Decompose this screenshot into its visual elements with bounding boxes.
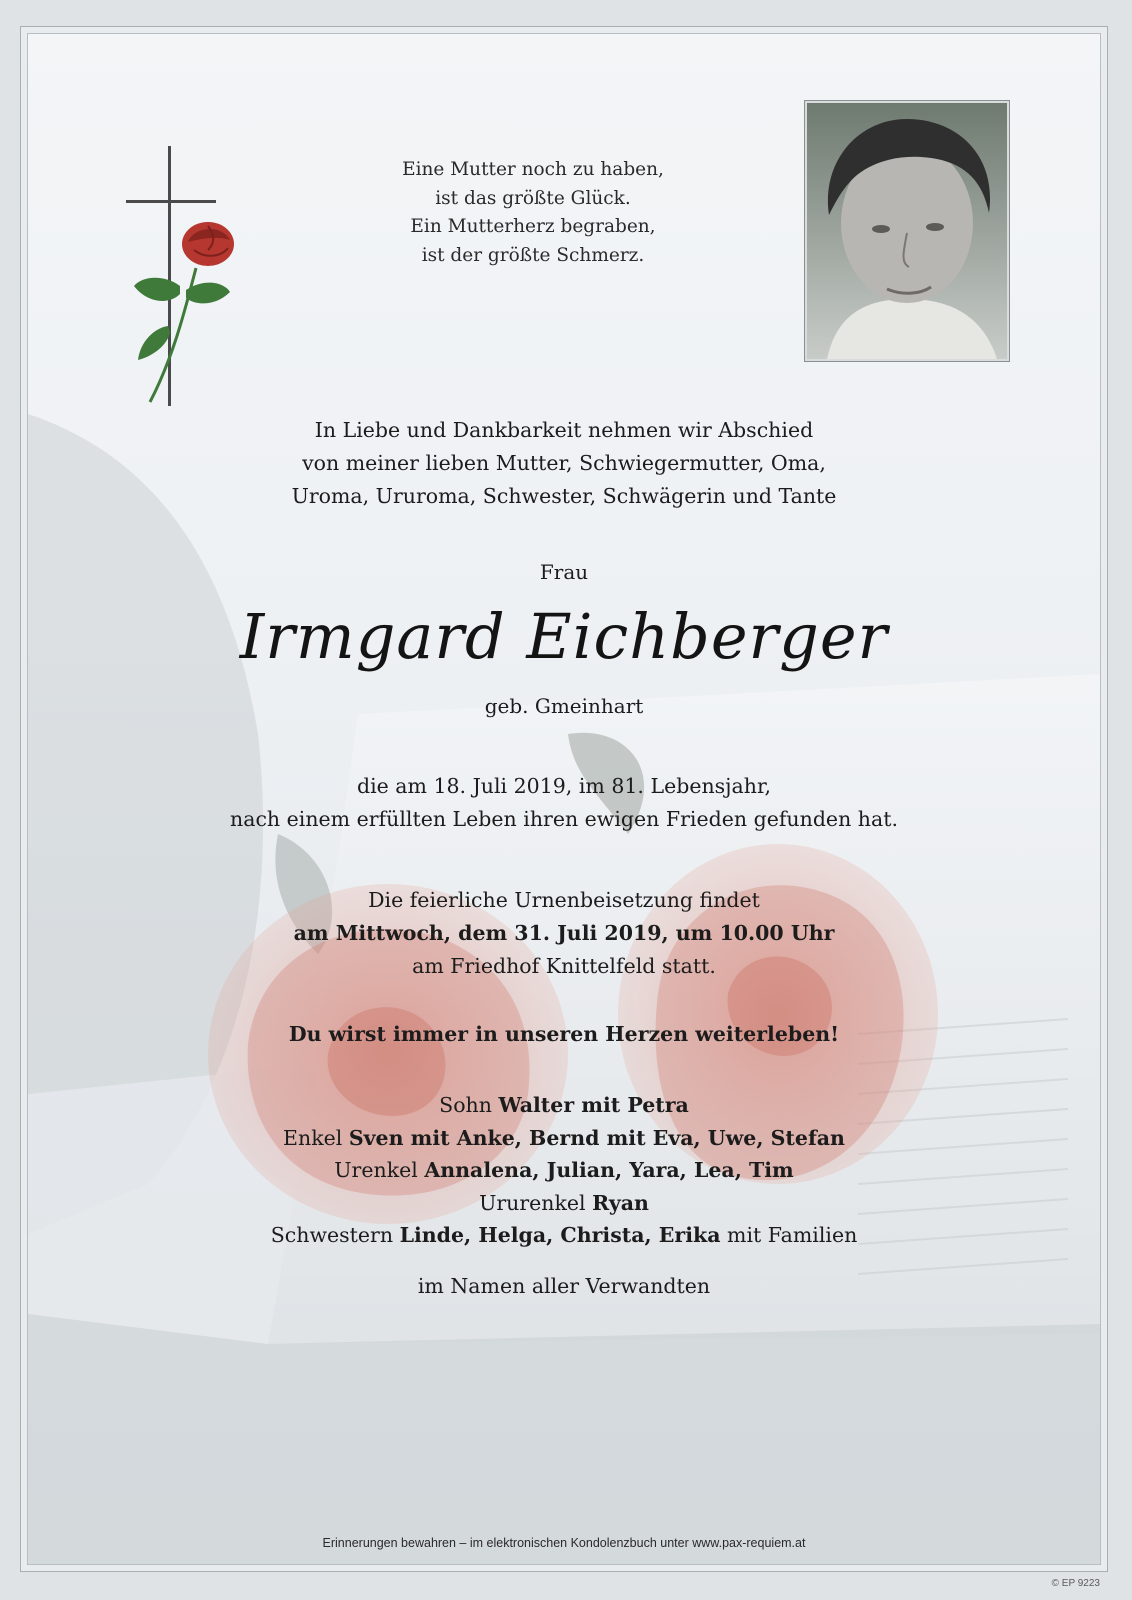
- funeral-info: [28, 884, 1100, 983]
- intro-line: In Liebe und Dankbarkeit nehmen wir Abschied: [314, 418, 814, 442]
- family-line: Urenkel Annalena, Julian, Yara, Lea, Tim: [334, 1158, 794, 1182]
- card-frame: [27, 33, 1101, 1565]
- family-line: Sohn Walter mit Petra: [439, 1093, 689, 1117]
- death-line: die am 18. Juli 2019, im 81. Lebensjahr,: [356, 774, 772, 798]
- closing-line: im Namen aller Verwandten: [417, 1274, 711, 1298]
- birth-name: geb. Gmeinhart: [484, 694, 644, 718]
- farewell-intro: [28, 414, 1100, 513]
- footer-condolence-link[interactable]: Erinnerungen bewahren – im elektronischen Kondolenzbuch unter www.pax-requiem.at: [322, 1536, 806, 1550]
- obituary-card: [20, 26, 1108, 1572]
- quote-line: Ein Mutterherz begraben,: [410, 216, 656, 237]
- print-code: © EP 9223: [1051, 1578, 1100, 1589]
- quote-line: ist der größte Schmerz.: [421, 244, 645, 266]
- funeral-date: am Mittwoch, dem 31. Juli 2019, um 10.00 Uhr: [293, 921, 835, 945]
- family-line: Enkel Sven mit Anke, Bernd mit Eva, Uwe, Stefan: [283, 1125, 845, 1150]
- funeral-line: Die feierliche Urnenbeisetzung findet: [368, 888, 760, 912]
- deceased-name: Irmgard Eichberger: [239, 600, 889, 673]
- family-line: Ururenkel Ryan: [479, 1190, 649, 1215]
- salutation: Frau: [539, 560, 589, 584]
- motto: Du wirst immer in unseren Herzen weiterleben!: [288, 1022, 840, 1046]
- death-line: nach einem erfüllten Leben ihren ewigen Frieden gefunden hat.: [230, 807, 898, 831]
- intro-line: Uroma, Ururoma, Schwester, Schwägerin und Tante: [291, 484, 837, 508]
- quote-line: ist das größte Glück.: [435, 187, 631, 209]
- intro-line: von meiner lieben Mutter, Schwiegermutter, Oma,: [302, 451, 826, 475]
- funeral-location: am Friedhof Knittelfeld statt.: [412, 954, 716, 978]
- death-notice: [28, 770, 1100, 836]
- family-list: [28, 1089, 1100, 1252]
- poem-quote: [28, 156, 1038, 270]
- family-line: Schwestern Linde, Helga, Christa, Erika mit Familien: [270, 1223, 858, 1247]
- quote-line: Eine Mutter noch zu haben,: [402, 159, 664, 180]
